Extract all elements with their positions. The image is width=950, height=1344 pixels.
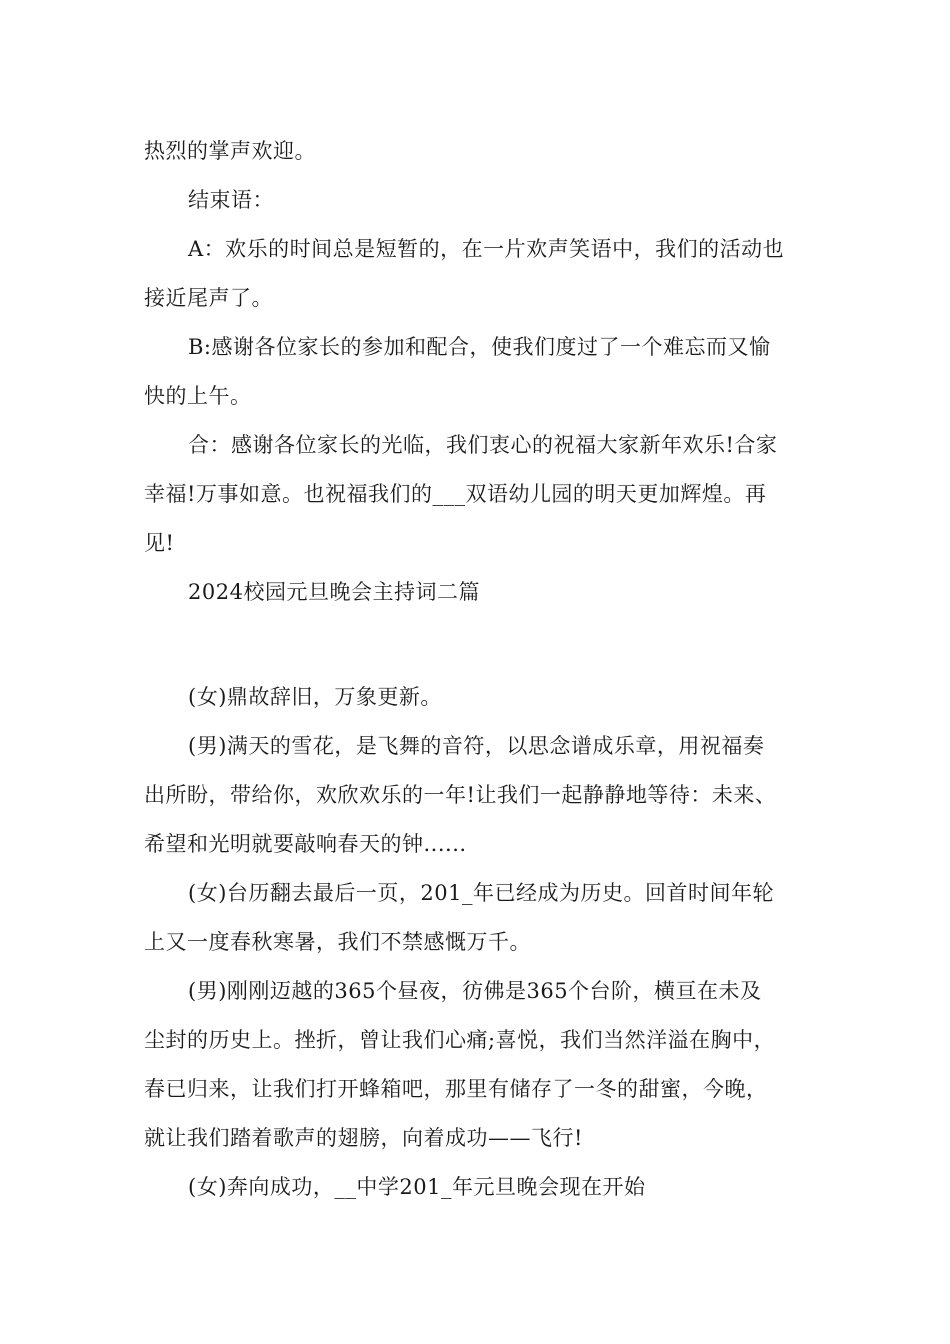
paragraph-line: 春已归来，让我们打开蜂箱吧，那里有储存了一冬的甜蜜，今晚，	[144, 1077, 768, 1101]
paragraph-line: 快的上午。	[144, 384, 252, 408]
paragraph-line: 希望和光明就要敲响春天的钟......	[144, 832, 467, 856]
paragraph-line: A：欢乐的时间总是短暂的，在一片欢声笑语中，我们的活动也	[188, 237, 785, 261]
paragraph-line: 接近尾声了。	[144, 286, 273, 310]
paragraph-line: 上又一度春秋寒暑，我们不禁感慨万千。	[144, 930, 531, 954]
paragraph-line: 尘封的历史上。挫折，曾让我们心痛;喜悦，我们当然洋溢在胸中，	[144, 1028, 776, 1052]
paragraph-line: 幸福!万事如意。也祝福我们的___双语幼儿园的明天更加辉煌。再	[144, 482, 767, 506]
paragraph-line: 出所盼，带给你，欢欣欢乐的一年!让我们一起静静地等待：未来、	[144, 783, 777, 807]
paragraph-line: B:感谢各位家长的参加和配合，使我们度过了一个难忘而又愉	[188, 335, 771, 359]
closing-section	[144, 127, 812, 617]
paragraph-line: (女)鼎故辞旧，万象更新。	[188, 685, 442, 709]
paragraph-line: (女)奔向成功，__中学201_年元旦晚会现在开始	[188, 1175, 646, 1199]
paragraph-line: 就让我们踏着歌声的翅膀，向着成功——飞行!	[144, 1126, 583, 1150]
paragraph-line: 见!	[144, 531, 175, 555]
paragraph-line: (男)刚刚迈越的365个昼夜，彷佛是365个台阶，横亘在未及	[188, 979, 762, 1003]
second-script-section	[144, 673, 812, 1212]
paragraph-line: 热烈的掌声欢迎。	[144, 139, 316, 163]
section-title: 2024校园元旦晚会主持词二篇	[188, 580, 480, 604]
closing-heading: 结束语：	[188, 188, 274, 212]
paragraph-line: 合：感谢各位家长的光临，我们衷心的祝福大家新年欢乐!合家	[188, 433, 778, 457]
paragraph-line: (女)台历翻去最后一页，201_年已经成为历史。回首时间年轮	[188, 881, 774, 905]
paragraph-line: (男)满天的雪花，是飞舞的音符，以思念谱成乐章，用祝福奏	[188, 734, 765, 758]
